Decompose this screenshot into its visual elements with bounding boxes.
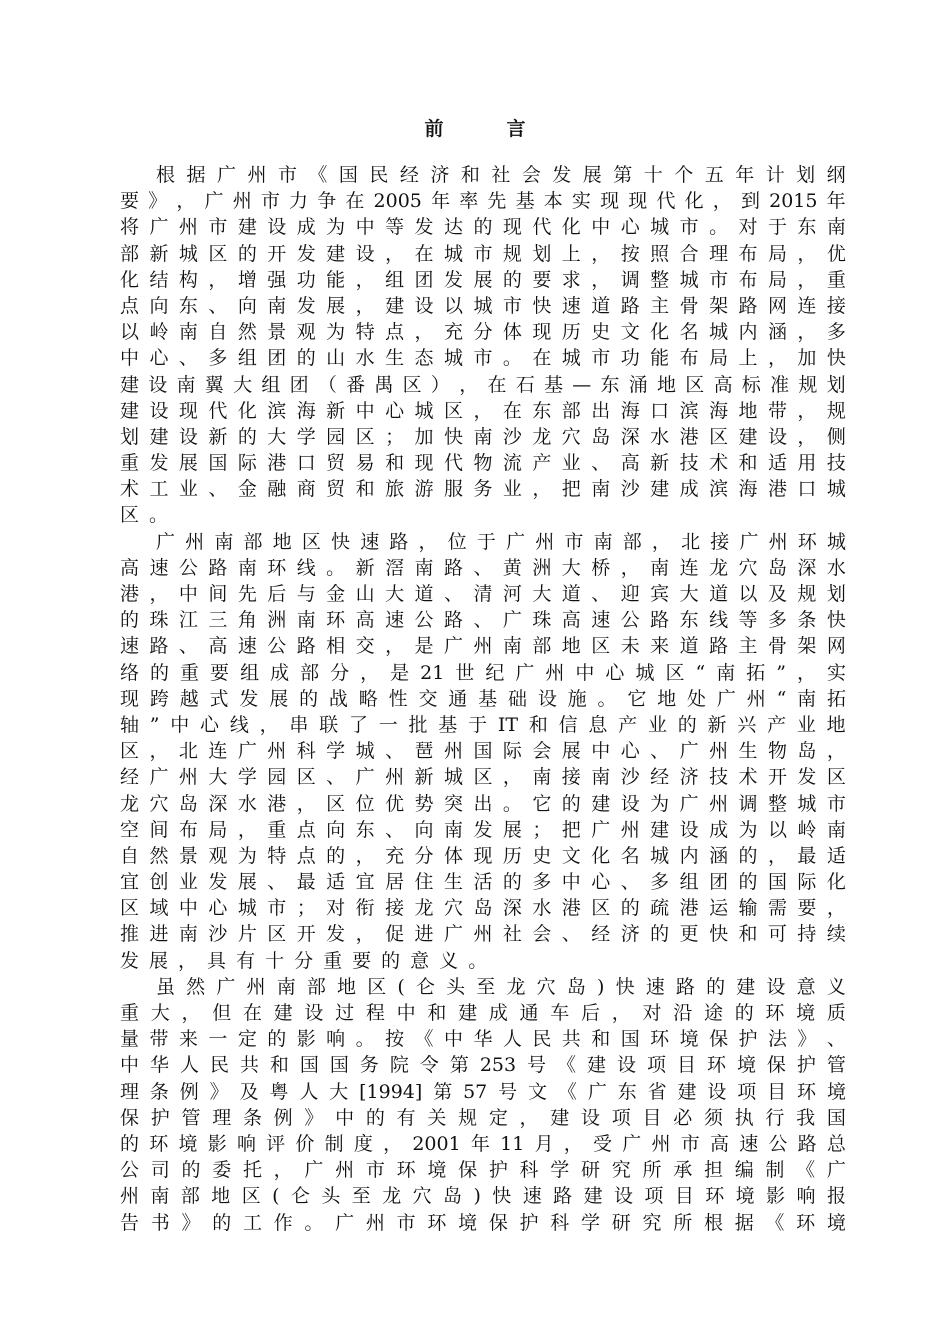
text-line: 公 司 的 委 托 ， 广 州 市 环 境 保 护 科 学 研 究 所 承 担 编 制 《 广: [120, 1159, 846, 1182]
text-line: 自 然 景 观 为 特 点 的 ， 充 分 体 现 历 史 文 化 名 城 内 涵 的 ， 最 适: [120, 844, 846, 867]
text-line: 化 结 构 ， 增 强 功 能 ， 组 团 发 展 的 要 求 ， 调 整 城 市 布 局 ， 重: [120, 268, 846, 291]
text-line: 州 南 部 地 区 ( 仑 头 至 龙 穴 岛 ) 快 速 路 建 设 项 目 环 境 影 响 报: [120, 1185, 846, 1208]
text-line: 宜 创 业 发 展 、 最 适 宜 居 住 生 活 的 多 中 心 、 多 组 团 的 国 际 化: [120, 871, 846, 894]
text-line: 建 设 现 代 化 滨 海 新 中 心 城 区 ， 在 东 部 出 海 口 滨 海 地 带 ， 规: [120, 399, 846, 422]
text-line: 中 心 、 多 组 团 的 山 水 生 态 城 市 。 在 城 市 功 能 布 局 上 ， 加 快: [120, 347, 846, 370]
text-line: 络 的 重 要 组 成 部 分 ， 是 21 世 纪 广 州 中 心 城 区 “ 南 拓 ” ， 实: [120, 661, 846, 684]
text-line: 的 珠 江 三 角 洲 南 环 高 速 公 路 、 广 珠 高 速 公 路 东 线 等 多 条 快: [120, 609, 846, 632]
text-line: 发 展 ， 具 有 十 分 重 要 的 意 义 。: [120, 949, 488, 972]
text-line: 速 路 、 高 速 公 路 相 交 ， 是 广 州 南 部 地 区 未 来 道 路 主 骨 架 网: [120, 635, 846, 658]
text-line: 理 条 例 》 及 粤 人 大 [1994] 第 57 号 文 《 广 东 省 建 设 项 目 环 境: [120, 1080, 846, 1103]
text-line: 现 跨 越 式 发 展 的 战 略 性 交 通 基 础 设 施 。 它 地 处 广 州 “ 南 拓: [120, 687, 846, 710]
text-line: 点 向 东 、 向 南 发 展 ， 建 设 以 城 市 快 速 道 路 主 骨 架 路 网 连 接: [120, 294, 846, 317]
text-line: 术 工 业 、 金 融 商 贸 和 旅 游 服 务 业 ， 把 南 沙 建 成 滨 海 港 口 城: [120, 478, 846, 501]
text-line: 推 进 南 沙 片 区 开 发 ， 促 进 广 州 社 会 、 经 济 的 更 快 和 可 持 续: [120, 923, 846, 946]
text-line: 重 大 ， 但 在 建 设 过 程 中 和 建 成 通 车 后 ， 对 沿 途 的 环 境 质: [120, 1002, 846, 1024]
text-line: 告 书 》 的 工 作 。 广 州 市 环 境 保 护 科 学 研 究 所 根 据 《 环 境: [120, 1211, 846, 1234]
text-line: 重 发 展 国 际 港 口 贸 易 和 现 代 物 流 产 业 、 高 新 技 术 和 适 用 技: [120, 452, 846, 475]
page-title: 前 言: [424, 118, 548, 140]
text-line: 区 ， 北 连 广 州 科 学 城 、 琶 州 国 际 会 展 中 心 、 广 州 生 物 岛 ，: [120, 740, 846, 763]
text-line: 轴 ” 中 心 线 ， 串 联 了 一 批 基 于 IT 和 信 息 产 业 的 新 兴 产 业 地: [120, 713, 846, 736]
text-line: 量 带 来 一 定 的 影 响 。 按 《 中 华 人 民 共 和 国 环 境 保 护 法 》 、: [120, 1028, 846, 1051]
text-line: 保 护 管 理 条 例 》 中 的 有 关 规 定 ， 建 设 项 目 必 须 执 行 我 国: [120, 1106, 846, 1129]
text-line: 根 据 广 州 市 《 国 民 经 济 和 社 会 发 展 第 十 个 五 年 计 划 纲: [156, 164, 846, 186]
text-line: 要 》 ， 广 州 市 力 争 在 2005 年 率 先 基 本 实 现 现 代 化 ， 到 2015 年: [120, 190, 846, 213]
body-text: [120, 162, 846, 1236]
text-line: 区 域 中 心 城 市 ； 对 衔 接 龙 穴 岛 深 水 港 区 的 疏 港 运 输 需 要 ，: [120, 897, 846, 920]
text-line: 虽 然 广 州 南 部 地 区 ( 仑 头 至 龙 穴 岛 ) 快 速 路 的 建 设 意 义: [156, 975, 846, 998]
text-line: 空 间 布 局 ， 重 点 向 东 、 向 南 发 展 ； 把 广 州 建 设 成 为 以 岭 南: [120, 818, 846, 841]
text-line: 龙 穴 岛 深 水 港 ， 区 位 优 势 突 出 。 它 的 建 设 为 广 州 调 整 城 市: [120, 792, 846, 815]
text-line: 经 广 州 大 学 园 区 、 广 州 新 城 区 ， 南 接 南 沙 经 济 技 术 开 发 区: [120, 766, 846, 789]
text-line: 部 新 城 区 的 开 发 建 设 ， 在 城 市 规 划 上 ， 按 照 合 理 布 局 ， 优: [120, 242, 846, 265]
text-line: 广 州 南 部 地 区 快 速 路 ， 位 于 广 州 市 南 部 ， 北 接 广 州 环 城: [156, 530, 846, 553]
text-line: 港 ， 中 间 先 后 与 金 山 大 道 、 清 河 大 道 、 迎 宾 大 道 以 及 规 划: [120, 583, 846, 605]
text-line: 将 广 州 市 建 设 成 为 中 等 发 达 的 现 代 化 中 心 城 市 。 对 于 东 南: [120, 216, 846, 239]
text-line: 中 华 人 民 共 和 国 国 务 院 令 第 253 号 《 建 设 项 目 环 境 保 护 管: [120, 1054, 846, 1077]
text-line: 高 速 公 路 南 环 线 。 新 滘 南 路 、 黄 洲 大 桥 ， 南 连 龙 穴 岛 深 水: [120, 556, 846, 579]
text-line: 划 建 设 新 的 大 学 园 区 ； 加 快 南 沙 龙 穴 岛 深 水 港 区 建 设 ， 侧: [120, 425, 846, 448]
text-line: 建 设 南 翼 大 组 团 （ 番 禺 区 ） ， 在 石 基 — 东 涌 地 区 高 标 准 规 划: [120, 373, 846, 396]
text-line: 的 环 境 影 响 评 价 制 度 ， 2001 年 11 月 ， 受 广 州 市 高 速 公 路 总: [120, 1132, 846, 1155]
text-line: 区 。: [120, 504, 169, 527]
text-line: 以 岭 南 自 然 景 观 为 特 点 ， 充 分 体 现 历 史 文 化 名 城 内 涵 ， 多: [120, 321, 846, 344]
